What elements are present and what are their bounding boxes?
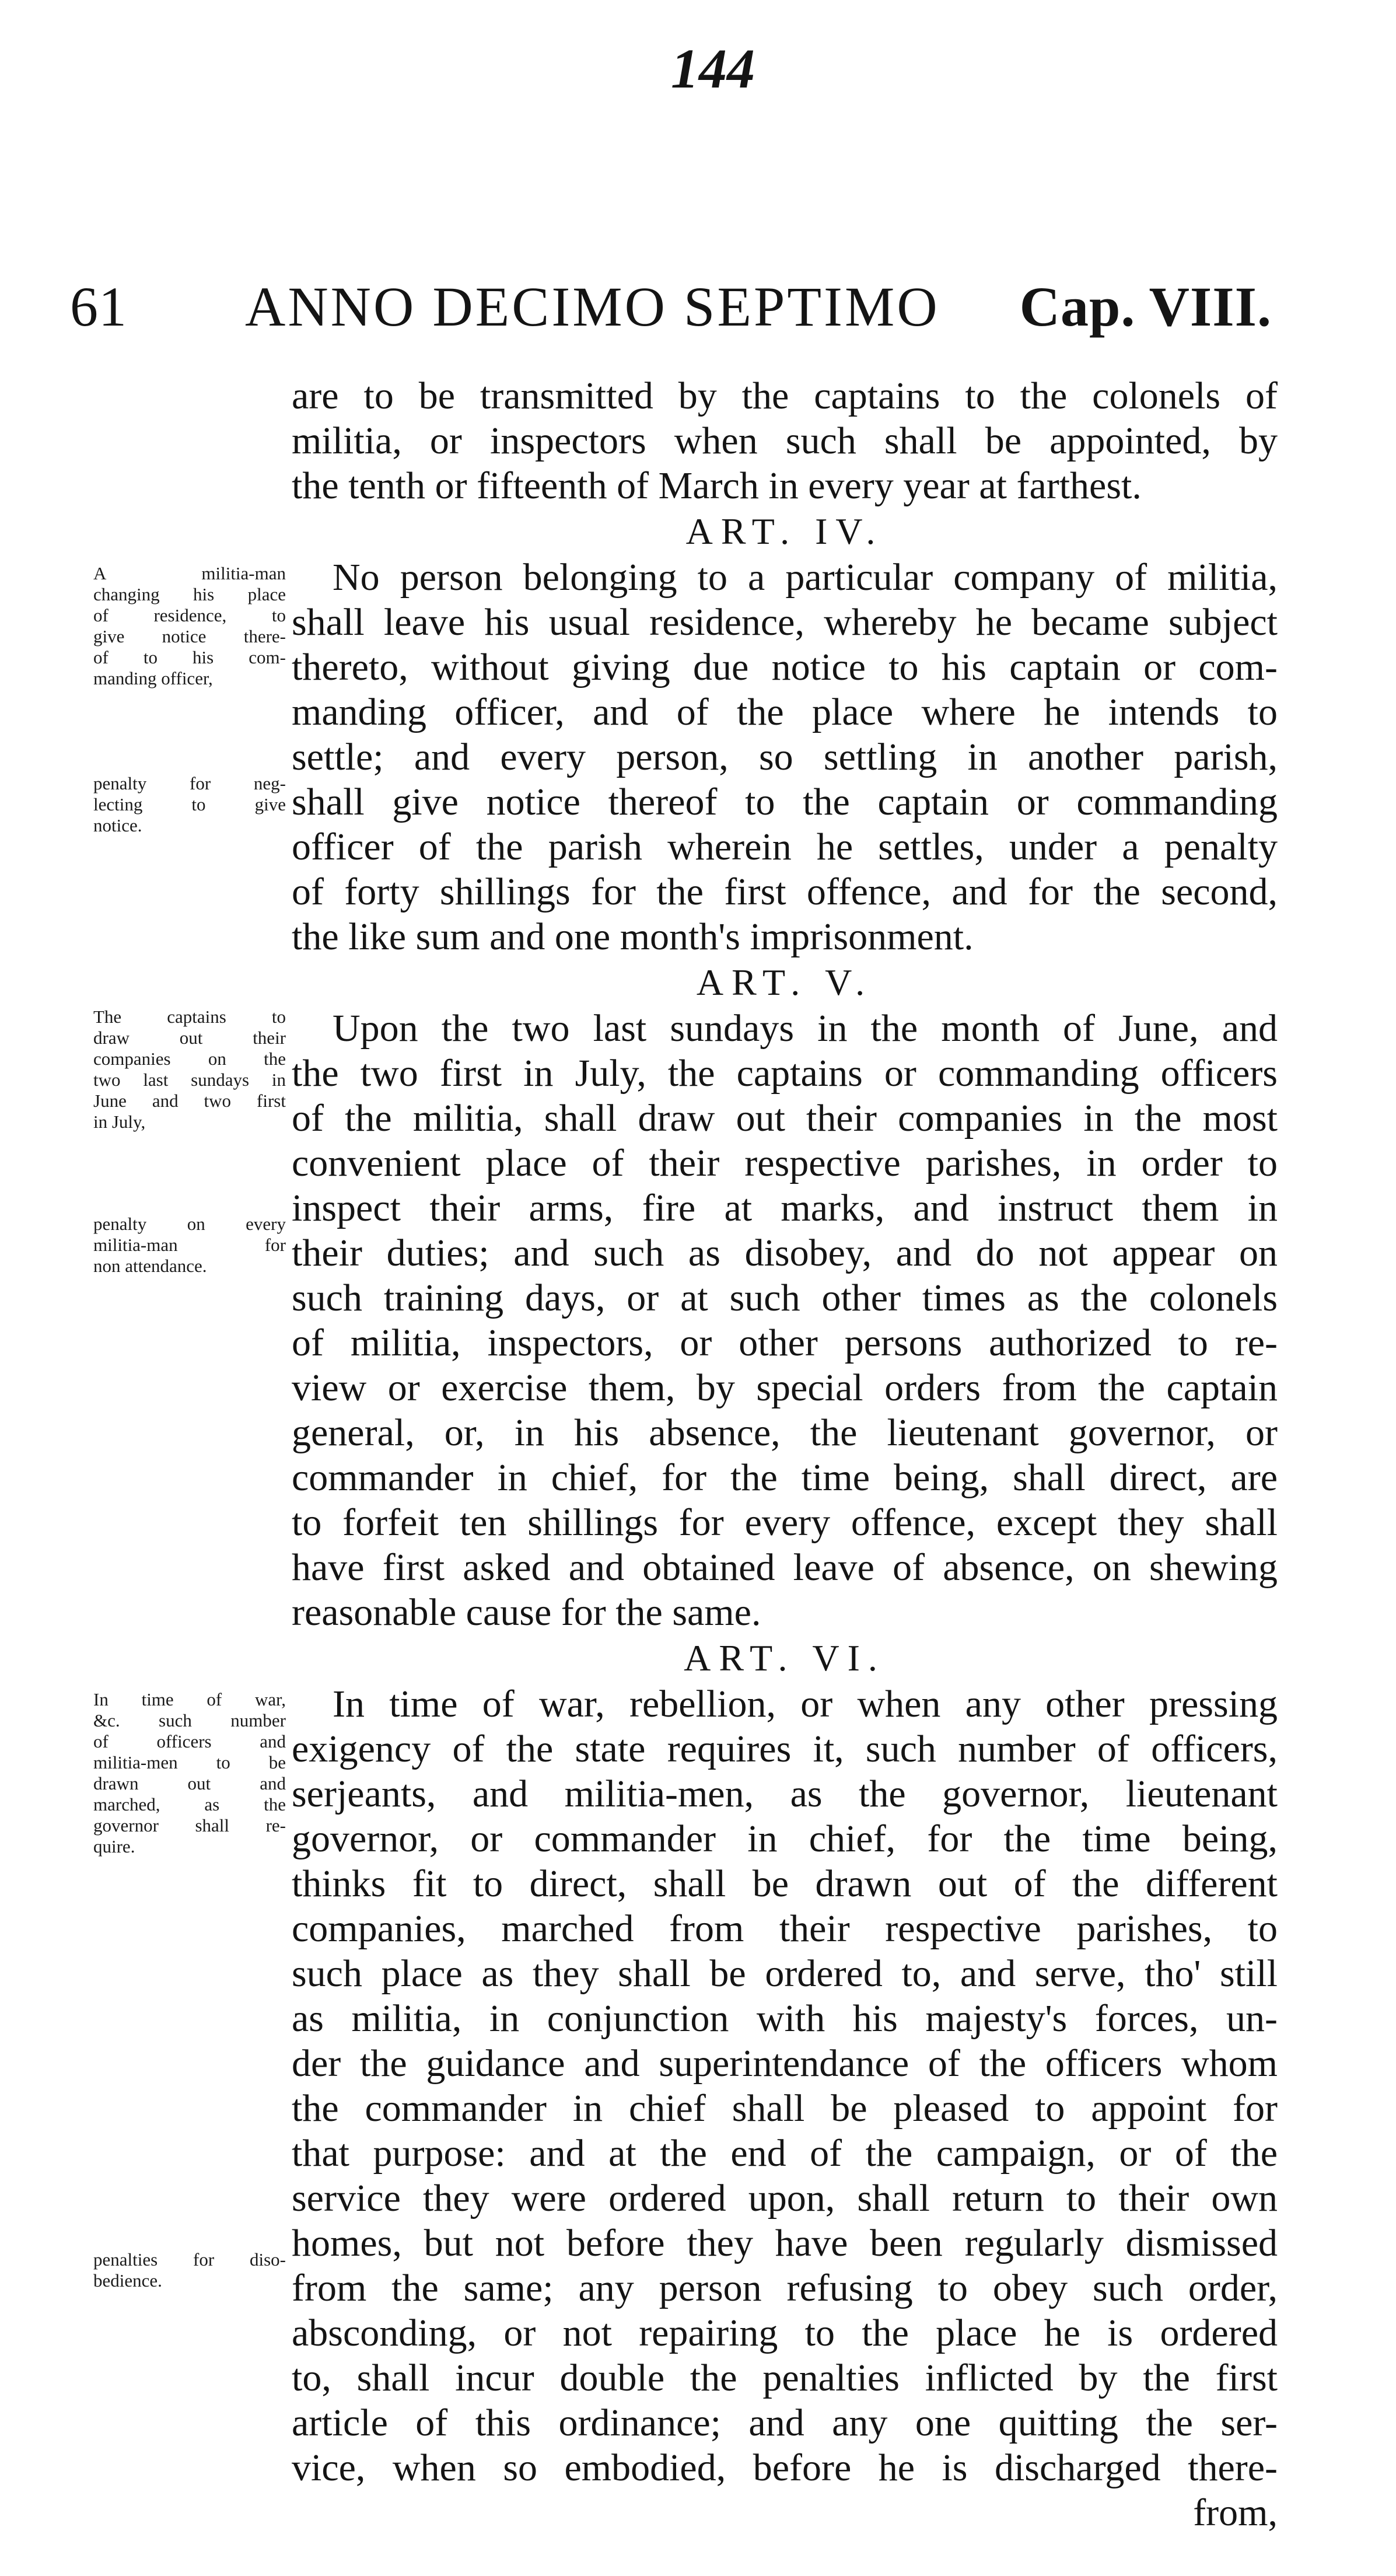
body-text	[292, 373, 1278, 2535]
text-line: of militia, inspectors, or other persons authorized to re-	[292, 1322, 1278, 1364]
folio-number: 61	[70, 275, 127, 338]
text-line: of the militia, shall draw out their companies in the most	[292, 1097, 1278, 1140]
marginal-note-line: &c. such number	[93, 1710, 286, 1731]
text-line: inspect their arms, fire at marks, and instruct them in	[292, 1187, 1278, 1229]
marginal-note	[93, 1006, 286, 1133]
text-line: that purpose: and at the end of the campaign, or of the	[292, 2132, 1278, 2175]
marginal-note-line: companies on the	[93, 1048, 286, 1069]
text-line: service they were ordered upon, shall return to their own	[292, 2177, 1278, 2220]
text-line: No person belonging to a particular company of militia,	[333, 556, 1278, 599]
text-line: companies, marched from their respective parishes, to	[292, 1907, 1278, 1950]
marginal-note-line: draw out their	[93, 1027, 286, 1048]
marginal-note-line: In time of war,	[93, 1689, 286, 1710]
text-line: to, shall incur double the penalties inflicted by the first	[292, 2357, 1278, 2399]
text-line: governor, or commander in chief, for the time being,	[292, 1817, 1278, 1860]
text-line: the commander in chief shall be pleased to appoint for	[292, 2087, 1278, 2130]
text-line: convenient place of their respective parishes, in order to	[292, 1142, 1278, 1184]
text-line: serjeants, and militia-men, as the governor, lieutenant	[292, 1773, 1278, 1815]
marginal-note-line: marched, as the	[93, 1794, 286, 1815]
marginal-note-line: A militia-man	[93, 563, 286, 583]
text-line: der the guidance and superintendance of the officers whom	[292, 2042, 1278, 2085]
text-line: vice, when so embodied, before he is discharged there-	[292, 2446, 1278, 2489]
marginal-note-line: governor shall re-	[93, 1815, 286, 1836]
marginal-note-line: drawn out and	[93, 1773, 286, 1794]
text-line: the like sum and one month's imprisonment.	[292, 915, 974, 958]
text-line: are to be transmitted by the captains to the colonels of	[292, 375, 1278, 417]
article-heading: ART. VI.	[684, 1637, 886, 1679]
marginal-note-line: of officers and	[93, 1731, 286, 1752]
text-line: as militia, in conjunction with his majesty's forces, un-	[292, 1997, 1278, 2040]
text-line: have first asked and obtained leave of absence, on shewing	[292, 1546, 1278, 1589]
text-line: thereto, without giving due notice to his captain or com-	[292, 646, 1278, 688]
marginal-note-line: penalties for diso-	[93, 2249, 286, 2270]
running-title: ANNO DECIMO SEPTIMO	[245, 275, 940, 338]
marginal-note	[93, 1689, 286, 1857]
text-line: to forfeit ten shillings for every offence, except they shall	[292, 1501, 1278, 1544]
marginal-note-line: quire.	[93, 1836, 135, 1857]
text-line: officer of the parish wherein he settles, under a penalty	[292, 826, 1278, 868]
text-line: commander in chief, for the time being, shall direct, are	[292, 1456, 1278, 1499]
marginal-note-line: lecting to give	[93, 794, 286, 815]
text-line: absconding, or not repairing to the place he is ordered	[292, 2312, 1278, 2354]
text-line: militia, or inspectors when such shall be appointed, by	[292, 420, 1278, 462]
marginal-note-line: June and two first	[93, 1090, 286, 1111]
text-line: homes, but not before they have been regularly dismissed	[292, 2222, 1278, 2264]
marginal-note-line: bedience.	[93, 2270, 162, 2291]
marginal-note-line: changing his place	[93, 584, 286, 604]
text-line: from the same; any person refusing to obey such order,	[292, 2267, 1278, 2309]
marginal-note-line: of to his com-	[93, 647, 286, 667]
marginal-note-line: non attendance.	[93, 1256, 207, 1276]
marginal-note-line: The captains to	[93, 1006, 286, 1027]
text-line: article of this ordinance; and any one quitting the ser-	[292, 2402, 1278, 2444]
text-line: general, or, in his absence, the lieutenant governor, or	[292, 1411, 1278, 1454]
marginal-note	[93, 773, 286, 836]
text-line: Upon the two last sundays in the month of June, and	[333, 1007, 1278, 1050]
text-line: In time of war, rebellion, or when any other pressing	[333, 1683, 1278, 1725]
text-line: such place as they shall be ordered to, and serve, tho' still	[292, 1952, 1278, 1995]
marginal-note-line: notice.	[93, 815, 142, 836]
chapter-label: Cap. VIII.	[1019, 275, 1272, 338]
marginal-note-line: of residence, to	[93, 605, 286, 625]
marginal-note-line: penalty for neg-	[93, 773, 286, 794]
running-head	[70, 274, 1272, 344]
text-line: shall leave his usual residence, whereby he became subject	[292, 601, 1278, 644]
text-line: reasonable cause for the same.	[292, 1591, 761, 1634]
text-line: their duties; and such as disobey, and do not appear on	[292, 1232, 1278, 1274]
marginal-note-line: militia-men to be	[93, 1752, 286, 1773]
text-line: manding officer, and of the place where he intends to	[292, 691, 1278, 733]
marginal-note-line: manding officer,	[93, 668, 213, 688]
marginal-note	[93, 563, 286, 689]
marginal-note-line: penalty on every	[93, 1214, 286, 1234]
text-line: exigency of the state requires it, such number of officers,	[292, 1728, 1278, 1770]
marginal-note-line: in July,	[93, 1112, 146, 1132]
text-line: the tenth or fifteenth of March in every year at farthest.	[292, 464, 1142, 507]
marginal-note-line: militia-man for	[93, 1235, 286, 1255]
marginal-note-line: two last sundays in	[93, 1069, 286, 1090]
article-heading: ART. IV.	[685, 511, 884, 552]
text-line: view or exercise them, by special orders from the captain	[292, 1366, 1278, 1409]
catchword: from,	[1193, 2491, 1278, 2534]
text-line: settle; and every person, so settling in another parish,	[292, 736, 1278, 778]
text-line: such training days, or at such other times as the colonels	[292, 1277, 1278, 1319]
text-line: thinks fit to direct, shall be drawn out of the different	[292, 1862, 1278, 1905]
text-line: the two first in July, the captains or commanding officers	[292, 1052, 1278, 1095]
page-number-stamp: 144	[671, 37, 755, 100]
marginal-note	[93, 1214, 286, 1277]
text-line: shall give notice thereof to the captain or commanding	[292, 781, 1278, 823]
article-heading: ART. V.	[696, 962, 873, 1003]
text-line: of forty shillings for the first offence, and for the second,	[292, 871, 1278, 913]
marginal-note-line: give notice there-	[93, 626, 286, 646]
marginal-note	[93, 2249, 286, 2291]
